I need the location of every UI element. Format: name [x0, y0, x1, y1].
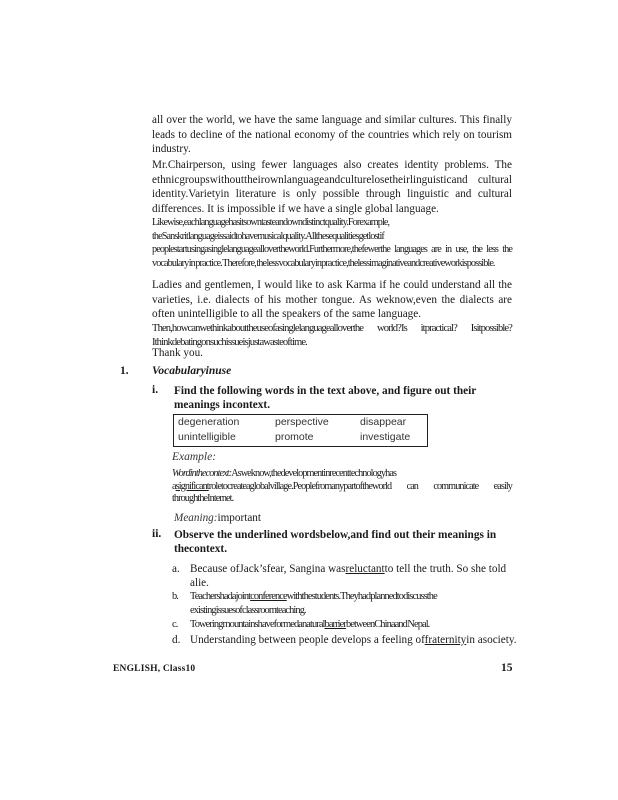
item-label: a. — [172, 563, 180, 575]
list-item-a: a. Because ofJack’sfear, Sangina wasreluctantto tell the truth. So she told alie. — [172, 563, 507, 589]
page-number: 15 — [501, 662, 513, 674]
section-title: Vocabularyinuse — [152, 365, 232, 377]
underlined-word: barrier — [324, 619, 346, 630]
word-disappear: disappear — [360, 416, 407, 428]
closing-line: Thank you. — [152, 347, 203, 359]
underlined-word: reluctant — [345, 563, 385, 575]
word-promote: promote — [275, 431, 314, 443]
example-sentence-rest: roletocreateaglobalvillage.Peoplefromanypartoftheworld can communicate easily throughtheInternet. — [172, 480, 512, 505]
question-2-numeral: ii. — [152, 528, 162, 540]
paragraph-2-part-2: Likewise,eachlanguagehasitsowntasteandowndistinctquality.Forexample, theSanskritlanguageissaidtohavemusicalquality.Allthesequalitiesgetlostif peoplestartusingasinglelanguageallovertheworld.Furthermore,thefewerthe languages are in use, the less the vocabulary in practice. Therefore, the less vocabularyinpractice,thelessimaginativeandcreativeworkispossible. — [152, 217, 512, 269]
question-1-numeral: i. — [152, 384, 159, 396]
list-item-d: d. Understanding between people develops a feeling offraternityin asociety. — [172, 634, 517, 646]
paragraph-1: all over the world, we have the same language and similar cultures. This finally leads to decline of the national economy of the countries which rely on tourism industry. — [152, 114, 512, 155]
example-meaning — [174, 512, 261, 524]
example-label: Example: — [172, 451, 217, 463]
example-underlined-word: significant — [175, 480, 209, 492]
word-investigate: investigate — [360, 431, 411, 443]
meaning-label: Meaning: — [174, 512, 218, 524]
paragraph-3-part-1: Ladies and gentlemen, I would like to ask Karma if he could understand all the varieties, i.e. dialects of his mother tongue. As weknow,even the dialects are often unintelligible to all the speakers of the same language. — [152, 279, 512, 320]
item-label: c. — [172, 619, 178, 630]
item-label: d. — [172, 634, 181, 646]
word-box — [173, 414, 428, 447]
example-intro: Wordinthecontext: — [172, 468, 232, 479]
word-degeneration: degeneration — [178, 416, 240, 428]
example-sentence: Asweknow,thedevelopmentinrecenttechnologyhas a — [172, 468, 397, 492]
list-item-b: b. Teachershadajointconferencewiththestudents.Theyhadplannedtodiscussthe existingissuesofclassroomteaching. — [172, 591, 437, 616]
paragraph-3 — [152, 278, 512, 351]
example-text — [172, 468, 512, 506]
section-number: 1. — [120, 365, 129, 377]
question-2-prompt: Observe the underlined wordsbelow,and find out their meanings in thecontext. — [174, 529, 497, 555]
underlined-word: conference — [250, 591, 287, 602]
paragraph-2-part-1: Mr.Chairperson, using fewer languages also creates identity problems. The ethnicgroupswithouttheirownlanguageandculturelosetheirlinguisticand cultural identity.Varietyin literature is only possible through linguistic and cultural differences. It is impossible if we have a single global language. — [152, 159, 512, 215]
list-item-c: c. ToweringmountainshaveformedanaturalbarrierbetweenChinaand Nepal. — [172, 619, 430, 630]
paragraph-3-part-2: Then,howcanwethinkabouttheuseofasinglelanguagealloverthe world?Is itpractical? Isitpossible?Ithinkdebatingonsuchissueisjustawasteoftime. — [152, 322, 512, 348]
word-unintelligible: unintelligible — [178, 431, 236, 443]
question-1-prompt: Find the following words in the text above, and figure out their meanings incontext. — [174, 385, 477, 411]
underlined-word: fraternity — [424, 634, 467, 646]
footer-book-title: ENGLISH, Class10 — [113, 664, 196, 674]
word-perspective: perspective — [275, 416, 329, 428]
paragraph-2 — [152, 158, 512, 270]
meaning-value: important — [217, 512, 261, 524]
item-label: b. — [172, 591, 178, 602]
